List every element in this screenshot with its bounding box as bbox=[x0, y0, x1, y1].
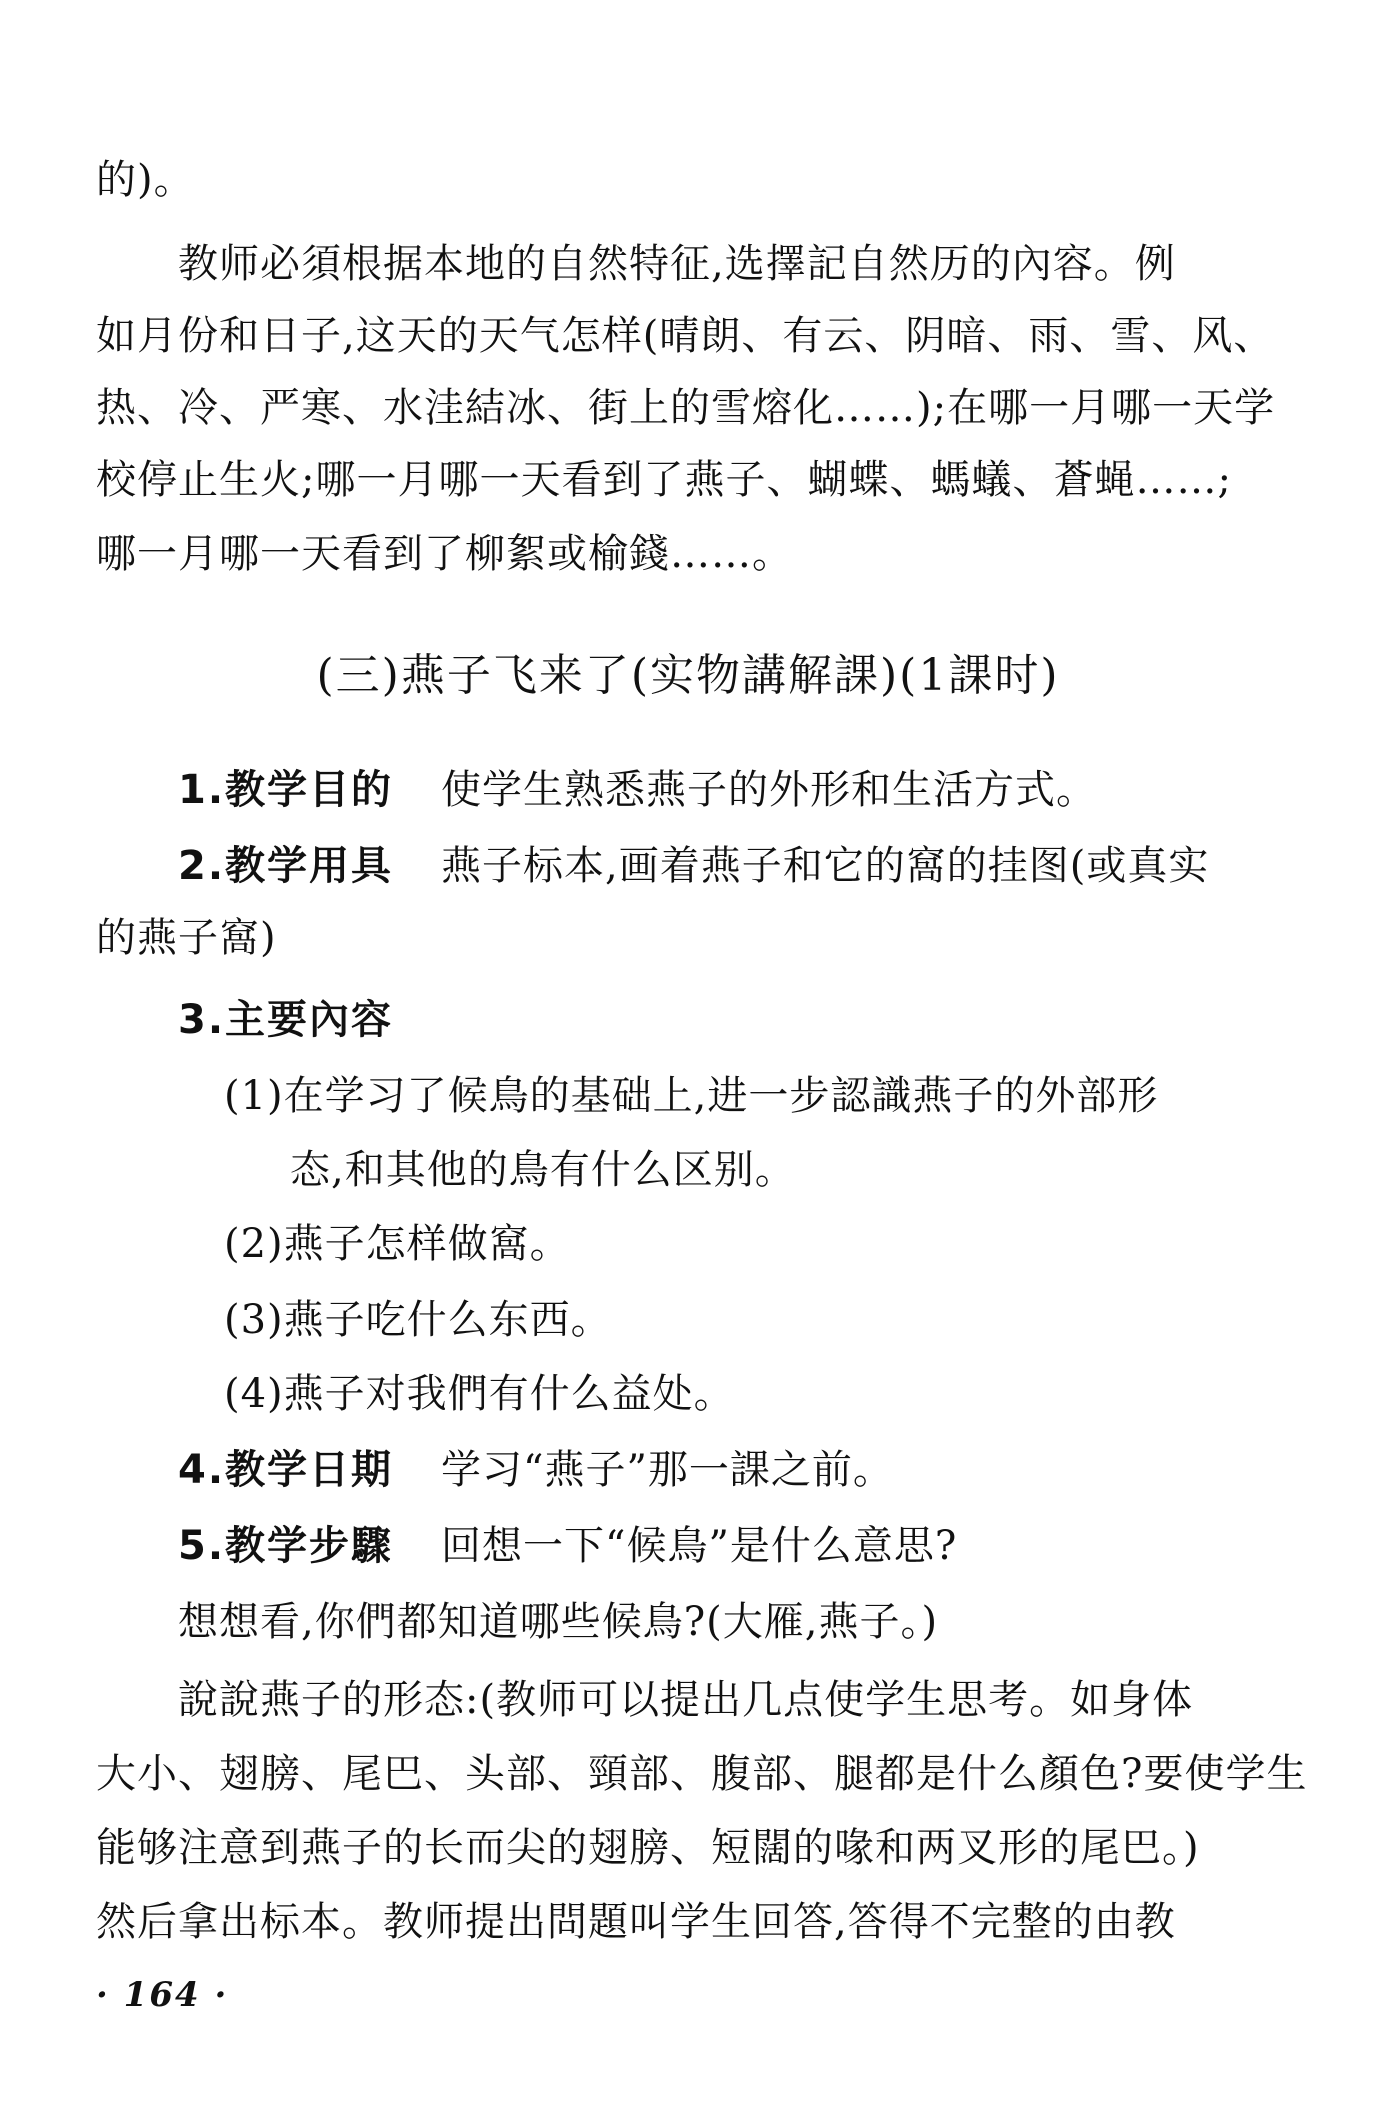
item-label: 1.教学目的 bbox=[178, 767, 394, 813]
text-line: 大小、翅膀、尾巴、头部、頸部、腹部、腿都是什么顏色?要使学生 bbox=[96, 1751, 1308, 1797]
text-line: 如月份和日子,这天的天气怎样(晴朗、有云、阴暗、雨、雪、风、 bbox=[96, 313, 1275, 359]
text-line: 的燕子窩) bbox=[96, 915, 277, 961]
item-teaching-date bbox=[178, 1440, 1348, 1500]
section-title: (三)燕子飞来了(实物講解課)(1課时) bbox=[316, 650, 1060, 701]
text-line: 能够注意到燕子的长而尖的翅膀、短闊的喙和两叉形的尾巴。) bbox=[96, 1825, 1200, 1871]
text-line: 的)。 bbox=[96, 157, 195, 203]
item-label: 3.主要內容 bbox=[178, 997, 394, 1043]
sub-item: (4)燕子对我們有什么益处。 bbox=[224, 1371, 735, 1417]
text-line: 热、冷、严寒、水洼結冰、街上的雪熔化……);在哪一月哪一天学 bbox=[96, 385, 1276, 431]
page-number: · 164 · bbox=[96, 1975, 229, 2015]
text-line: 哪一月哪一天看到了柳絮或榆錢……。 bbox=[96, 531, 793, 577]
text-line: 說說燕子的形态:(教师可以提出几点使学生思考。如身体 bbox=[178, 1677, 1194, 1723]
text-line: 教师必須根据本地的自然特征,选擇記自然历的內容。例 bbox=[178, 241, 1176, 287]
item-text: 燕子标本,画着燕子和它的窩的挂图(或真实 bbox=[441, 843, 1210, 889]
text-line: 然后拿出标本。教师提出問題叫学生回答,答得不完整的由教 bbox=[96, 1899, 1176, 1945]
text-line: 态,和其他的鳥有什么区别。 bbox=[290, 1147, 796, 1193]
item-teaching-goal bbox=[178, 760, 1348, 820]
sub-item: (2)燕子怎样做窩。 bbox=[224, 1221, 571, 1267]
item-text: 使学生熟悉燕子的外形和生活方式。 bbox=[441, 767, 1098, 813]
item-text: 学习“燕子”那一課之前。 bbox=[441, 1447, 894, 1493]
item-label: 5.教学步驟 bbox=[178, 1523, 394, 1569]
item-label: 2.教学用具 bbox=[178, 843, 394, 889]
item-teaching-tools bbox=[178, 836, 1348, 896]
sub-item: (1)在学习了候鳥的基础上,进一步認識燕子的外部形 bbox=[224, 1073, 1159, 1119]
item-text: 回想一下“候鳥”是什么意思? bbox=[441, 1523, 958, 1569]
text-line: 校停止生火;哪一月哪一天看到了燕子、蝴蝶、螞蟻、蒼蝇……; bbox=[96, 457, 1232, 503]
sub-item: (3)燕子吃什么东西。 bbox=[224, 1297, 612, 1343]
text-line: 想想看,你們都知道哪些候鳥?(大雁,燕子。) bbox=[178, 1599, 939, 1645]
item-label: 4.教学日期 bbox=[178, 1447, 394, 1493]
item-teaching-steps bbox=[178, 1516, 1348, 1576]
item-main-content bbox=[178, 990, 1348, 1050]
